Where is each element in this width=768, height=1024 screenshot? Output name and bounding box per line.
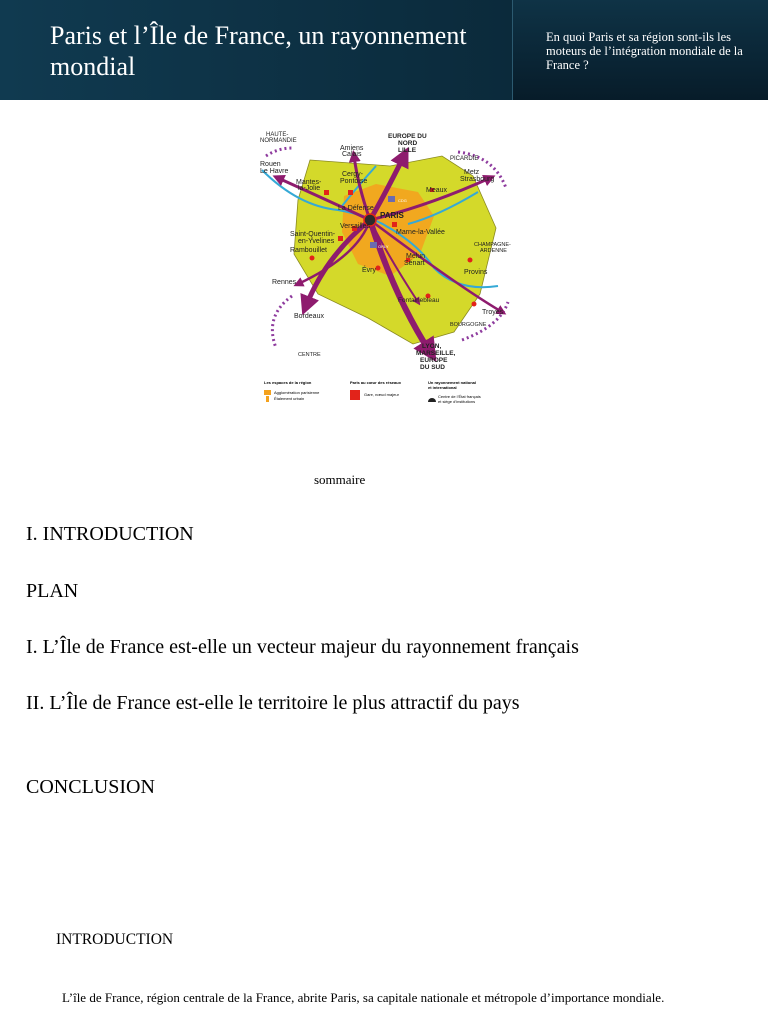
label-europe-nord: EUROPE DU NORD LILLE	[388, 133, 427, 154]
toc-item-plan: PLAN	[26, 580, 79, 602]
label-melun: Melun Sénart	[404, 253, 426, 267]
cdg-airport-icon	[388, 196, 395, 202]
toc-item-conclusion: CONCLUSION	[26, 776, 155, 798]
legend-station-swatch	[350, 390, 360, 400]
label-champagne: CHAMPAGNE-ARDENNE	[474, 242, 511, 254]
label-haute-normandie: HAUTE-NORMANDIE	[260, 132, 297, 144]
legend-col1-item-2: Étalement urbain	[274, 396, 305, 401]
label-rouen: Rouen Le Havre	[260, 161, 289, 175]
label-paris: PARIS	[380, 211, 404, 220]
label-bordeaux: Bordeaux	[294, 313, 324, 320]
label-rambouillet: Rambouillet	[290, 247, 327, 254]
legend-agglomeration-swatch	[264, 390, 271, 395]
page-subtitle: En quoi Paris et sa région sont-ils les moteurs de l’intégration mondiale de la France ?	[546, 30, 743, 72]
introduction-heading: INTRODUCTION	[56, 931, 174, 948]
orly-airport-icon	[370, 242, 377, 248]
toc-item-part-one: I. L’Île de France est-elle un vecteur majeur du rayonnement français	[26, 636, 579, 658]
legend-sprawl-swatch	[266, 396, 269, 402]
legend-col1-title: Les espaces de la région	[264, 380, 312, 385]
label-lyon: LYON, MARSEILLE, EUROPE DU SUD	[416, 343, 456, 371]
label-saint-quentin: Saint-Quentin-en-Yvelines	[290, 231, 336, 245]
sommaire-label: sommaire	[314, 472, 366, 487]
ile-de-france-map	[258, 126, 520, 416]
label-marne: Marne-la-Vallée	[396, 229, 445, 236]
label-versailles: Versailles	[340, 223, 370, 230]
map-legend	[264, 380, 481, 404]
label-picardie: PICARDIE	[450, 156, 479, 162]
legend-col3-title: Un rayonnement national et international	[428, 380, 477, 390]
label-la-defense: La Défense	[338, 205, 374, 212]
header-banner	[0, 0, 768, 100]
label-amiens: Amiens Calais	[340, 145, 364, 158]
label-meaux: Meaux	[426, 187, 448, 194]
legend-col3-item: Centre de l’État français et siège d’institutions	[438, 394, 481, 404]
introduction-paragraph: L’île de France, région centrale de la France, abrite Paris, sa capitale nationale et métropole d’importance mondiale.	[62, 990, 665, 1005]
toc-item-part-two: II. L’Île de France est-elle le territoire le plus attractif du pays	[26, 692, 520, 714]
border-dots-north	[266, 148, 292, 156]
label-orly: ORLY	[378, 244, 389, 249]
label-cergy: Cergy-Pontoise	[340, 171, 368, 185]
label-mantes: Mantes-la-Jolie	[296, 179, 322, 192]
header-divider	[512, 0, 513, 100]
toc-item-introduction: I. INTRODUCTION	[26, 523, 194, 545]
label-rennes: Rennes	[272, 279, 297, 286]
label-fontainebleau: Fontainebleau	[398, 297, 440, 304]
border-dots-west	[272, 296, 292, 348]
label-bourgogne: BOURGOGNE	[450, 322, 487, 328]
label-centre: CENTRE	[298, 352, 321, 358]
legend-state-icon	[428, 398, 436, 402]
legend-col2-title: Paris au cœur des réseaux	[350, 380, 401, 385]
label-cdg: CDG	[398, 198, 407, 203]
legend-col2-item-1: Gare, nœud majeur	[364, 392, 399, 397]
label-provins: Provins	[464, 269, 488, 276]
label-troyes: Troyes	[482, 309, 504, 316]
legend-col1-item-1: Agglomération parisienne	[274, 390, 320, 395]
label-metz: Metz Strasbourg	[460, 169, 495, 183]
label-evry: Évry	[362, 267, 376, 274]
page-title: Paris et l’Île de France, un rayonnement mondial	[50, 21, 467, 81]
